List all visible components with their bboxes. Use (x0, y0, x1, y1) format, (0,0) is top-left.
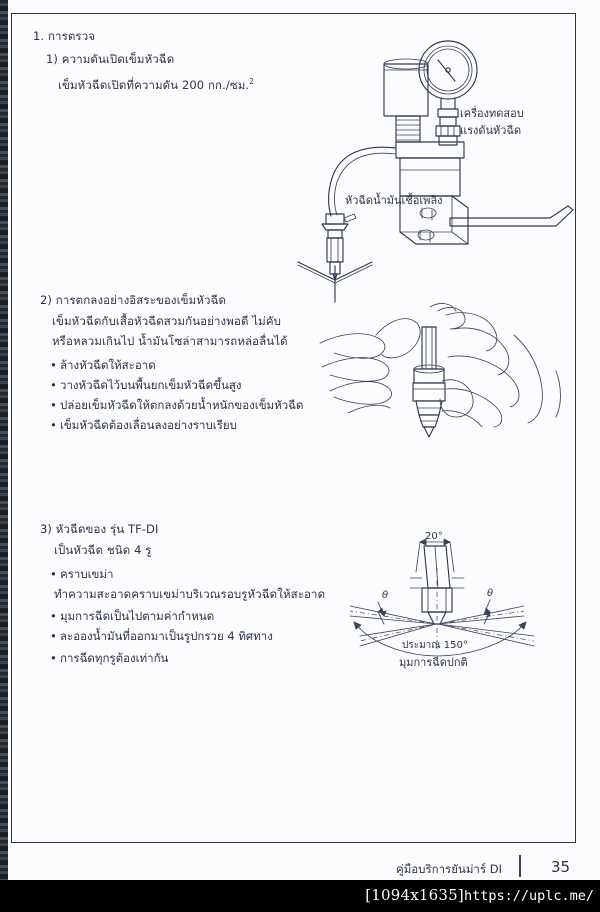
figure-nozzle-pressure-tester (300, 30, 575, 260)
item-1-number: 1) (46, 52, 59, 66)
tester-part-label: หัวฉีดน้ำมันเชื้อเพลิง (345, 194, 443, 207)
item-3-bullet-1-text: คราบเขม่า (60, 567, 114, 581)
scanner-edge-strip (0, 0, 8, 880)
bullet-dot-icon: • (50, 567, 57, 581)
tester-label-line-1: เครื่องทดสอบ (460, 107, 524, 120)
spray-theta-right-label: θ (487, 588, 494, 599)
section-1-number: 1. (33, 29, 45, 43)
spray-theta-left-label: θ (382, 590, 389, 601)
item-1-detail (58, 72, 254, 95)
bullet-dot-icon: • (50, 358, 57, 372)
bullet-dot-icon: • (50, 651, 57, 665)
footer-manual-title: คู่มือบริการยันม่าร์ DI (396, 862, 502, 876)
item-3-bullet-1 (50, 564, 113, 584)
item-3-bullet-4 (50, 648, 168, 668)
item-3-bullet-3 (50, 626, 273, 646)
item-1-detail-text: เข็มหัวฉีดเปิดที่ความดัน 200 กก./ซม. (58, 77, 250, 92)
footer-divider (519, 855, 521, 877)
item-2-bullet-4 (50, 415, 237, 435)
item-2-bullet-2 (50, 375, 241, 395)
bullet-dot-icon: • (50, 609, 57, 623)
section-1-title (33, 26, 95, 46)
item-3-bullet-4-text: การฉีดทุกรูต้องเท่ากัน (60, 651, 169, 665)
page-number: 35 (551, 858, 571, 876)
watermark-dimensions: [1094x1635] (365, 886, 464, 904)
watermark-url: https://uplc.me/ (463, 888, 594, 904)
item-2-bullet-1-text: ล้างหัวฉีดให้สะอาด (60, 358, 156, 372)
spray-caption: มุมการฉีดปกติ (399, 656, 468, 669)
item-2-bullet-2-text: วางหัวฉีดไว้บนพื้นยกเข็มหัวฉีดขึ้นสูง (60, 378, 242, 392)
item-1-heading (46, 49, 174, 69)
item-3-bullet-2-text: มุมการฉีดเป็นไปตามค่ากำหนด (60, 609, 215, 623)
item-2-bullet-4-text: เข็มหัวฉีดต้องเลื่อนลงอย่างราบเรียบ (60, 418, 237, 432)
section-1-label: การตรวจ (47, 29, 96, 43)
item-2-bullet-3-text: ปล่อยเข็มหัวฉีดให้ตกลงด้วยน้ำหนักของเข็มหัวฉีด (60, 398, 304, 412)
bullet-dot-icon: • (50, 398, 57, 412)
item-3-number: 3) (40, 522, 53, 536)
bullet-dot-icon: • (50, 418, 57, 432)
item-1-unit-exponent: 2 (249, 77, 255, 86)
item-2-number: 2) (40, 293, 53, 307)
item-2-bullet-3 (50, 395, 303, 415)
item-2-line-1: เข็มหัวฉีดกับเสื้อหัวฉีดสวมกันอย่างพอดี ไม่คับ (52, 314, 282, 328)
item-3-sub-line-1: ทำความสะอาดคราบเขม่าบริเวณรอบรูหัวฉีดให้สะอาด (54, 587, 326, 601)
item-3-line-1: เป็นหัวฉีด ชนิด 4 รู (54, 543, 152, 557)
figure-hands-holding-nozzle (318, 295, 568, 445)
item-3-bullet-2 (50, 606, 214, 626)
spray-top-angle-label: 20° (425, 531, 443, 542)
item-2-bullet-1 (50, 355, 156, 375)
item-3-label: หัวฉีดของ รุ่น TF-DI (55, 522, 159, 536)
item-3-heading (40, 519, 159, 539)
item-2-heading (40, 290, 226, 310)
bullet-dot-icon: • (50, 378, 57, 392)
item-2-line-2: หรือหลวมเกินไป น้ำมันโซล่าสามารถหล่อลื่นได้ (52, 334, 288, 348)
item-1-label: ความดันเปิดเข็มหัวฉีด (61, 52, 175, 66)
bullet-dot-icon: • (50, 629, 57, 643)
tester-label-line-2: แรงดันหัวฉีด (460, 124, 522, 137)
spray-approx-angle-label: ประมาณ 150° (402, 640, 468, 651)
item-3-bullet-3-text: ละอองน้ำมันที่ออกมาเป็นรูปกรวย 4 ทิศทาง (60, 629, 273, 643)
item-2-label: การตกลงอย่างอิสระของเข็มหัวฉีด (55, 293, 227, 307)
watermark-text (365, 886, 594, 904)
